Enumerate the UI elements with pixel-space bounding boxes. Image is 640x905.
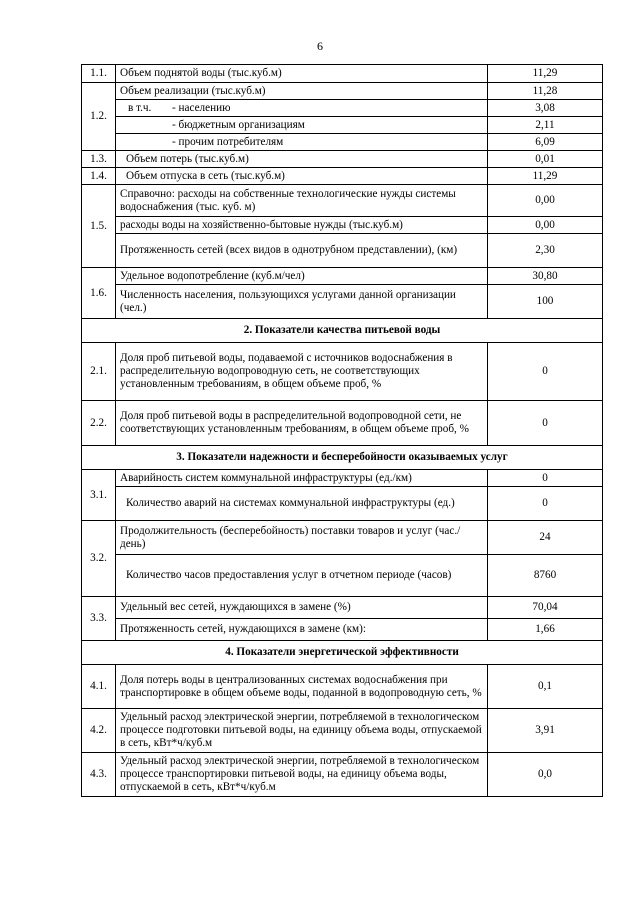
section-title: 4. Показатели энергетической эффективности bbox=[82, 641, 603, 665]
row-value: 0,00 bbox=[488, 185, 603, 217]
row-value: 11,28 bbox=[488, 83, 603, 100]
row-code: 3.3. bbox=[82, 597, 116, 641]
row-value: 8760 bbox=[488, 555, 603, 597]
page-number: 6 bbox=[317, 39, 323, 53]
indicators-table bbox=[81, 64, 603, 797]
row-code: 4.2. bbox=[82, 709, 116, 753]
section-row bbox=[82, 641, 603, 665]
row-code: 1.3. bbox=[82, 151, 116, 168]
table-row bbox=[82, 665, 603, 709]
table-row bbox=[82, 709, 603, 753]
row-value: 0,0 bbox=[488, 753, 603, 797]
row-text: Справочно: расходы на собственные технологические нужды системы водоснабжения (тыс. куб. м) bbox=[116, 185, 488, 217]
table-row bbox=[82, 185, 603, 217]
row-value: 0 bbox=[488, 487, 603, 521]
row-value: 11,29 bbox=[488, 65, 603, 83]
row-text: Количество часов предоставления услуг в отчетном периоде (часов) bbox=[116, 555, 488, 597]
row-text: Протяженность сетей, нуждающихся в замене (км): bbox=[116, 619, 488, 641]
row-code: 2.2. bbox=[82, 401, 116, 446]
row-text: Численность населения, пользующихся услугами данной организации (чел.) bbox=[116, 285, 488, 319]
row-code: 1.5. bbox=[82, 185, 116, 268]
table-row bbox=[82, 168, 603, 185]
row-code: 3.2. bbox=[82, 521, 116, 597]
row-text: Удельный вес сетей, нуждающихся в замене (%) bbox=[116, 597, 488, 619]
table-row bbox=[82, 234, 603, 268]
table-row bbox=[82, 65, 603, 83]
section-row bbox=[82, 446, 603, 470]
section-row bbox=[82, 319, 603, 343]
table-row bbox=[82, 619, 603, 641]
table-row bbox=[82, 268, 603, 285]
row-value: 30,80 bbox=[488, 268, 603, 285]
row-text: - бюджетным организациям bbox=[116, 117, 488, 134]
row-code: 1.6. bbox=[82, 268, 116, 319]
row-value: 3,08 bbox=[488, 100, 603, 117]
row-code: 4.3. bbox=[82, 753, 116, 797]
table-row bbox=[82, 83, 603, 100]
row-text: Доля потерь воды в централизованных системах водоснабжения при транспортировке в общем объеме воды, поданной в водопроводную сеть, % bbox=[116, 665, 488, 709]
row-text: - населению bbox=[172, 101, 231, 114]
section-title: 3. Показатели надежности и бесперебойности оказываемых услуг bbox=[82, 446, 603, 470]
row-prefix: в т.ч. bbox=[128, 101, 152, 114]
row-value: 0,1 bbox=[488, 665, 603, 709]
row-value: 2,30 bbox=[488, 234, 603, 268]
row-value: 0 bbox=[488, 343, 603, 401]
row-text: Количество аварий на системах коммунальной инфраструктуры (ед.) bbox=[116, 487, 488, 521]
row-text: Аварийность систем коммунальной инфраструктуры (ед./км) bbox=[116, 470, 488, 487]
table-row bbox=[82, 151, 603, 168]
table-row bbox=[82, 753, 603, 797]
row-text: Продолжительность (бесперебойность) поставки товаров и услуг (час./день) bbox=[116, 521, 488, 555]
table-row bbox=[82, 117, 603, 134]
row-value: 0 bbox=[488, 401, 603, 446]
table-row bbox=[82, 134, 603, 151]
row-code: 3.1. bbox=[82, 470, 116, 521]
row-text: Доля проб питьевой воды в распределительной водопроводной сети, не соответствующих установленным требованиям, в общем объеме проб, % bbox=[116, 401, 488, 446]
row-value: 0 bbox=[488, 470, 603, 487]
section-title: 2. Показатели качества питьевой воды bbox=[82, 319, 603, 343]
row-code: 1.2. bbox=[82, 83, 116, 151]
table-row bbox=[82, 470, 603, 487]
table-row bbox=[82, 217, 603, 234]
table-row bbox=[82, 100, 603, 117]
row-code: 1.1. bbox=[82, 65, 116, 83]
row-text: расходы воды на хозяйственно-бытовые нужды (тыс.куб.м) bbox=[116, 217, 488, 234]
table-row bbox=[82, 597, 603, 619]
row-value: 11,29 bbox=[488, 168, 603, 185]
row-text-split bbox=[116, 100, 488, 117]
row-value: 100 bbox=[488, 285, 603, 319]
row-code: 1.4. bbox=[82, 168, 116, 185]
table-row bbox=[82, 555, 603, 597]
table-row bbox=[82, 487, 603, 521]
row-value: 3,91 bbox=[488, 709, 603, 753]
row-text: Доля проб питьевой воды, подаваемой с источников водоснабжения в распределительную водопроводную сеть, не соответствующих установленным требованиям, в общем объеме проб, % bbox=[116, 343, 488, 401]
row-code: 4.1. bbox=[82, 665, 116, 709]
row-text: Удельное водопотребление (куб.м/чел) bbox=[116, 268, 488, 285]
row-code: 2.1. bbox=[82, 343, 116, 401]
table-row bbox=[82, 343, 603, 401]
table-row bbox=[82, 521, 603, 555]
row-text: Объем реализации (тыс.куб.м) bbox=[116, 83, 488, 100]
row-value: 6,09 bbox=[488, 134, 603, 151]
row-text: - прочим потребителям bbox=[116, 134, 488, 151]
row-value: 70,04 bbox=[488, 597, 603, 619]
row-value: 0,00 bbox=[488, 217, 603, 234]
row-value: 1,66 bbox=[488, 619, 603, 641]
row-text: Удельный расход электрической энергии, потребляемой в технологическом процессе подготовки питьевой воды, на единицу объема воды, отпускаемой в сеть, кВт*ч/куб.м bbox=[116, 709, 488, 753]
row-value: 0,01 bbox=[488, 151, 603, 168]
table-row bbox=[82, 285, 603, 319]
table-row bbox=[82, 401, 603, 446]
row-value: 2,11 bbox=[488, 117, 603, 134]
row-text: Объем поднятой воды (тыс.куб.м) bbox=[116, 65, 488, 83]
row-text: Объем потерь (тыс.куб.м) bbox=[116, 151, 488, 168]
row-text: Удельный расход электрической энергии, потребляемой в технологическом процессе транспортировки питьевой воды, на единицу объема воды, отпускаемой в сеть, кВт*ч/куб.м bbox=[116, 753, 488, 797]
row-value: 24 bbox=[488, 521, 603, 555]
row-text: Объем отпуска в сеть (тыс.куб.м) bbox=[116, 168, 488, 185]
row-text: Протяженность сетей (всех видов в однотрубном представлении), (км) bbox=[116, 234, 488, 268]
